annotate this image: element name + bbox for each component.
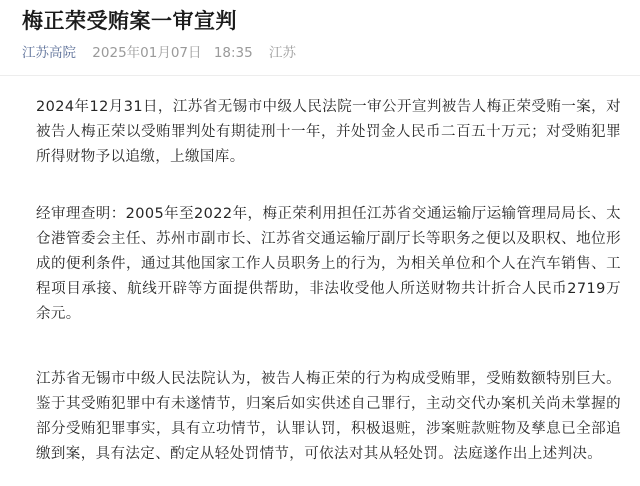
header-divider <box>0 75 640 76</box>
article-paragraph: 江苏省无锡市中级人民法院认为，被告人梅正荣的行为构成受贿罪，受贿数额特别巨大。鉴于其受贿犯罪中有未遂情节，归案后如实供述自己罪行，主动交代办案机关尚未掌握的部分受贿犯罪事实，具有立功情节，认罪认罚，积极退赃，涉案赃款赃物及孳息已全部追缴到案，具有法定、酌定从轻处罚情节，可依法对其从轻处罚。法庭遂作出上述判决。 <box>36 371 621 462</box>
article-paragraph: 2024年12月31日，江苏省无锡市中级人民法院一审公开宣判被告人梅正荣受贿一案，对被告人梅正荣以受贿罪判处有期徒刑十一年，并处罚金人民币二百五十万元；对受贿犯罪所得财物予以追缴，上缴国库。 <box>36 99 621 165</box>
article-meta <box>22 44 296 62</box>
publish-location: 江苏 <box>269 45 297 61</box>
article-paragraph: 经审理查明：2005年至2022年，梅正荣利用担任江苏省交通运输厅运输管理局局长、太仓港管委会主任、苏州市副市长、江苏省交通运输厅副厅长等职务之便以及职权、地位形成的便利条件，通过其他国家工作人员职务上的行为，为相关单位和个人在汽车销售、工程项目承接、航线开辟等方面提供帮助，非法收受他人所送财物共计折合人民币2719万余元。 <box>36 206 621 322</box>
publish-time: 18:35 <box>213 45 253 61</box>
article-title: 梅正荣受贿案一审宣判 <box>22 9 237 33</box>
publish-date: 2025年01月07日 <box>92 45 202 61</box>
source-link[interactable]: 江苏高院 <box>22 45 76 61</box>
